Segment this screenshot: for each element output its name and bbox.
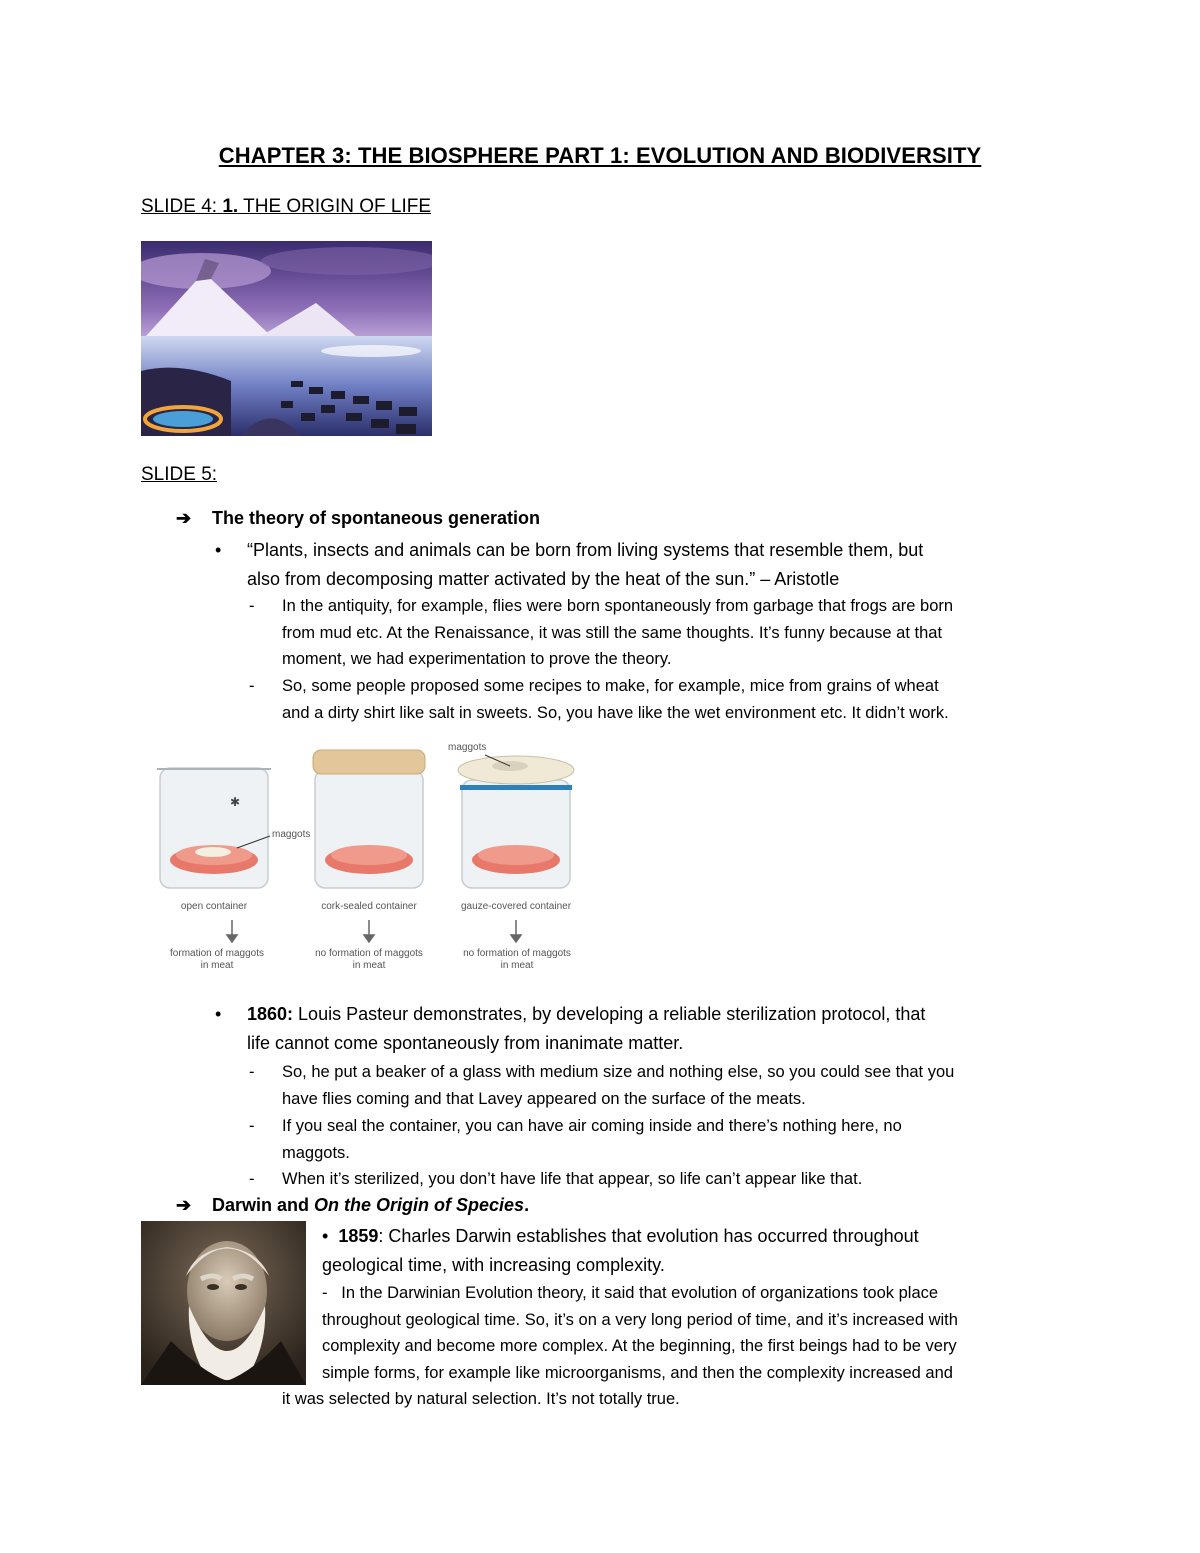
- dash-line: If you seal the container, you can have air coming inside and there’s nothing here, no: [282, 1117, 902, 1135]
- bullet-line-rest: Louis Pasteur demonstrates, by developing a reliable sterilization protocol, that: [293, 1004, 926, 1024]
- bullet-line-rest: : Charles Darwin establishes that evolution has occurred throughout: [378, 1226, 919, 1246]
- caption-cork: cork-sealed container: [321, 901, 417, 912]
- dash-line: and a dirty shirt like salt in sweets. So, you have like the wet environment etc. It didn’t work.: [282, 703, 949, 722]
- jar-experiment-figure: [155, 738, 585, 974]
- dash-line: simple forms, for example like microorganisms, and then the complexity increased and: [322, 1363, 953, 1382]
- book-title: On the Origin of Species: [314, 1195, 525, 1215]
- result-open-line1: formation of maggots: [170, 948, 264, 959]
- bullet-line: also from decomposing matter activated by the heat of the sun.” – Aristotle: [247, 569, 840, 589]
- section-darwin: [176, 1195, 529, 1216]
- dash-line: complexity and become more complex. At the beginning, the first beings had to be very: [322, 1337, 957, 1355]
- dash-icon: -: [249, 1063, 255, 1081]
- dash-line: have flies coming and that Lavey appeared on the surface of the meats.: [282, 1089, 806, 1108]
- dash-icon: -: [249, 1117, 255, 1135]
- dash-item-sterilized: [249, 1166, 1102, 1193]
- dash-line: When it’s sterilized, you don’t have life that appear, so life can’t appear like that.: [282, 1170, 863, 1188]
- dash-line: So, he put a beaker of a glass with medium size and nothing else, so you could see that you: [282, 1063, 955, 1081]
- result-gauze-line2: in meat: [500, 960, 534, 971]
- section-2-label: Darwin and: [212, 1195, 315, 1215]
- label-maggots-a: maggots: [272, 829, 311, 840]
- caption-open: open container: [180, 901, 248, 912]
- bullet-line: [247, 1000, 1107, 1029]
- dash-line: from mud etc. At the Renaissance, it was still the same thoughts. It’s funny because at that: [282, 623, 943, 642]
- dash-line-text: In the Darwinian Evolution theory, it said that evolution of organizations took place: [341, 1284, 939, 1302]
- result-cork-line2: in meat: [352, 960, 386, 971]
- year-1859: 1859: [338, 1226, 379, 1246]
- caption-gauze: gauze-covered container: [460, 901, 572, 912]
- early-earth-illustration: [141, 241, 432, 436]
- slide-4-heading: [141, 196, 431, 218]
- section-spontaneous-generation: [176, 508, 540, 529]
- bullet-darwin: [322, 1222, 1082, 1280]
- dash-line: throughout geological time. So, it’s on a very long period of time, and it’s increased with: [322, 1310, 958, 1329]
- section-1-label: The theory of spontaneous generation: [212, 508, 541, 528]
- dash-item-beaker: [249, 1059, 1102, 1112]
- bullet-pasteur: [215, 1000, 1107, 1058]
- result-open-line2: in meat: [200, 960, 234, 971]
- section-2-label-end: .: [524, 1195, 530, 1215]
- bullet-line: “Plants, insects and animals can be born from living systems that resemble them, but: [247, 540, 924, 560]
- dash-item-antiquity: [249, 593, 1102, 673]
- cork-jar: [313, 750, 425, 888]
- dash-item-recipes: [249, 673, 1102, 726]
- slide-4-number: 1.: [222, 196, 239, 217]
- result-cork-line1: no formation of maggots: [315, 948, 423, 959]
- year-1860: 1860:: [247, 1004, 294, 1024]
- dash-item-darwinian: [322, 1280, 1082, 1386]
- arrow-icon: ➔: [176, 1195, 192, 1215]
- dash-line: In the antiquity, for example, flies were born spontaneously from garbage that frogs are born: [282, 597, 954, 615]
- open-jar: [157, 768, 271, 888]
- dash-line: So, some people proposed some recipes to make, for example, mice from grains of wheat: [282, 677, 939, 695]
- bullet-line: geological time, with increasing complexity.: [322, 1255, 665, 1275]
- slide-5-heading: SLIDE 5:: [141, 464, 218, 485]
- dash-line-last: it was selected by natural selection. It’s not totally true.: [282, 1390, 680, 1408]
- bullet-icon: •: [215, 540, 222, 560]
- bullet-line: [322, 1222, 1082, 1251]
- dash-icon: -: [322, 1284, 342, 1302]
- slide-4-prefix: SLIDE 4:: [141, 196, 223, 217]
- dash-line: moment, we had experimentation to prove the theory.: [282, 650, 672, 668]
- dash-item-seal: [249, 1113, 1102, 1166]
- arrow-icon: ➔: [176, 508, 192, 528]
- bullet-icon: •: [322, 1226, 339, 1246]
- bullet-aristotle: [215, 536, 1107, 594]
- slide-4-title: THE ORIGIN OF LIFE: [238, 196, 432, 217]
- page-title: CHAPTER 3: THE BIOSPHERE PART 1: EVOLUTION AND BIODIVERSITY: [218, 143, 982, 168]
- dash-icon: -: [249, 597, 255, 615]
- label-maggots-b: maggots: [448, 742, 487, 753]
- down-arrows: [227, 920, 521, 942]
- gauze-jar: [458, 755, 574, 888]
- darwin-portrait: [141, 1221, 306, 1385]
- bullet-line: life cannot come spontaneously from inanimate matter.: [247, 1033, 684, 1053]
- result-gauze-line1: no formation of maggots: [463, 948, 571, 959]
- dash-icon: -: [249, 677, 255, 695]
- svg-text:✱: ✱: [230, 795, 241, 809]
- bullet-icon: •: [215, 1004, 222, 1024]
- dash-icon: -: [249, 1170, 255, 1188]
- dash-line: [322, 1280, 1082, 1307]
- dash-line: maggots.: [282, 1143, 350, 1162]
